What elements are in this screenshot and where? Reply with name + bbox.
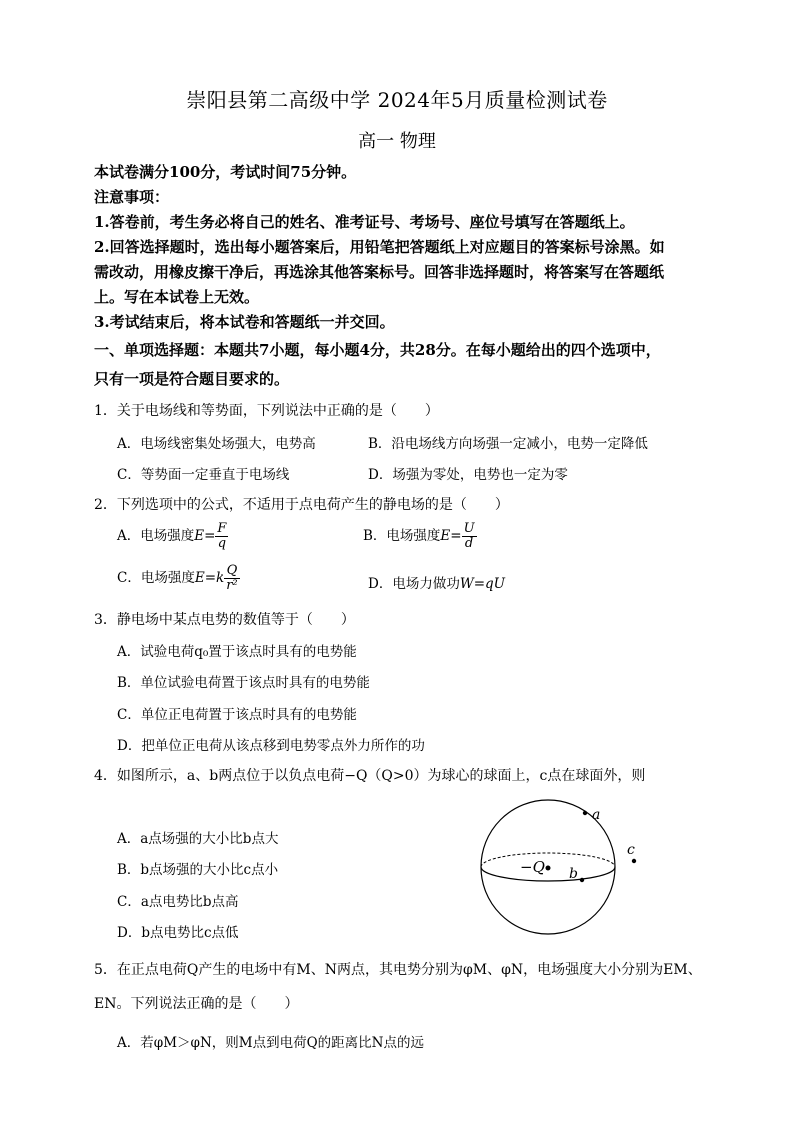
notice-item-3: 3.考试结束后，将本试卷和答题纸一并交回。 xyxy=(94,313,395,331)
option-a-denominator: q xyxy=(217,536,227,551)
question-1-option-d: D．场强为零处，电势也一定为零 xyxy=(368,467,568,483)
point-b xyxy=(580,878,584,882)
option-c-numerator: Q xyxy=(224,564,239,579)
option-b-denominator: d xyxy=(464,536,474,551)
sphere-figure xyxy=(470,792,650,942)
question-4-option-a: A．a点场强的大小比b点大 xyxy=(117,831,279,847)
question-2-option-d xyxy=(368,572,505,592)
question-5-option-a: A．若φM＞φN，则M点到电荷Q的距离比N点的远 xyxy=(117,1035,424,1051)
notice-item-2-line-2: 需改动，用橡皮擦干净后，再选涂其他答案标号。回答非选择题时，将答案写在答题纸 xyxy=(94,263,665,281)
option-d-label: D．电场力做功 xyxy=(368,576,460,592)
option-b-numerator: U xyxy=(463,521,475,536)
question-4-stem: 4．如图所示，a、b两点位于以负点电荷−Q（Q>0）为球心的球面上，c点在球面外，则 xyxy=(94,768,646,784)
question-5-stem-line-1: 5．在正点电荷Q产生的电场中有M、N两点，其电势分别为φM、φN，电场强度大小分别为EM、 xyxy=(94,962,702,978)
question-2-option-a xyxy=(117,522,228,551)
question-3-option-a: A．试验电荷q₀置于该点时具有的电势能 xyxy=(117,644,357,660)
score-line: 本试卷满分100分，考试时间75分钟。 xyxy=(94,163,357,181)
question-4-option-b: B．b点场强的大小比c点小 xyxy=(117,862,279,878)
option-b-fraction xyxy=(462,522,477,551)
label-b: b xyxy=(569,866,578,882)
option-c-lhs: E=k xyxy=(194,570,225,586)
question-1-stem: 1．关于电场线和等势面，下列说法中正确的是（ ） xyxy=(94,403,439,419)
option-c-fraction xyxy=(224,564,239,593)
notice-item-2-line-3: 上。写在本试卷上无效。 xyxy=(94,288,260,306)
question-4-option-d: D．b点电势比c点低 xyxy=(117,925,239,941)
option-a-numerator: F xyxy=(217,521,227,536)
question-1-option-c: C．等势面一定垂直于电场线 xyxy=(117,467,290,483)
question-4-option-c: C．a点电势比b点高 xyxy=(117,894,239,910)
option-b-label: B．电场强度 xyxy=(363,528,441,544)
charge-point xyxy=(546,866,551,871)
label-c: c xyxy=(627,842,635,858)
label-a: a xyxy=(592,807,601,823)
section-1-heading-line-1: 一、单项选择题：本题共7小题，每小题4分，共28分。在每小题给出的四个选项中， xyxy=(94,341,661,359)
question-3-option-d: D．把单位正电荷从该点移到电势零点外力所作的功 xyxy=(117,738,425,754)
option-d-formula: W=qU xyxy=(459,576,506,592)
question-2-option-c xyxy=(117,564,240,593)
label-charge: −Q xyxy=(520,858,545,876)
option-b-lhs: E= xyxy=(440,528,462,544)
question-2-stem: 2．下列选项中的公式，不适用于点电荷产生的静电场的是（ ） xyxy=(94,497,509,513)
option-a-lhs: E= xyxy=(194,528,216,544)
notice-heading: 注意事项： xyxy=(94,188,170,206)
point-a xyxy=(583,811,587,815)
section-1-heading-line-2: 只有一项是符合题目要求的。 xyxy=(94,370,290,388)
notice-item-1: 1.答卷前，考生务必将自己的姓名、准考证号、考场号、座位号填写在答题纸上。 xyxy=(94,213,635,231)
question-5-stem-line-2: EN。下列说法正确的是（ ） xyxy=(94,996,299,1012)
question-2-option-b xyxy=(363,522,477,551)
option-a-label: A．电场强度 xyxy=(117,528,195,544)
notice-item-2-line-1: 2.回答选择题时，选出每小题答案后，用铅笔把答题纸上对应题目的答案标号涂黑。如 xyxy=(94,238,665,256)
question-1-option-a: A．电场线密集处场强大，电势高 xyxy=(117,436,316,452)
option-c-label: C．电场强度 xyxy=(117,570,195,586)
exam-title: 崇阳县第二高级中学 2024年5月质量检测试卷 xyxy=(186,88,608,112)
equator-back xyxy=(481,853,615,867)
question-3-option-b: B．单位试验电荷置于该点时具有的电势能 xyxy=(117,675,370,691)
point-c xyxy=(632,859,636,863)
question-3-stem: 3．静电场中某点电势的数值等于（ ） xyxy=(94,612,355,628)
option-c-denominator: r² xyxy=(226,578,238,593)
exam-subtitle: 高一 物理 xyxy=(358,131,436,152)
question-3-option-c: C．单位正电荷置于该点时具有的电势能 xyxy=(117,707,357,723)
option-a-fraction xyxy=(215,522,228,551)
question-1-option-b: B．沿电场线方向场强一定减小，电势一定降低 xyxy=(368,436,648,452)
